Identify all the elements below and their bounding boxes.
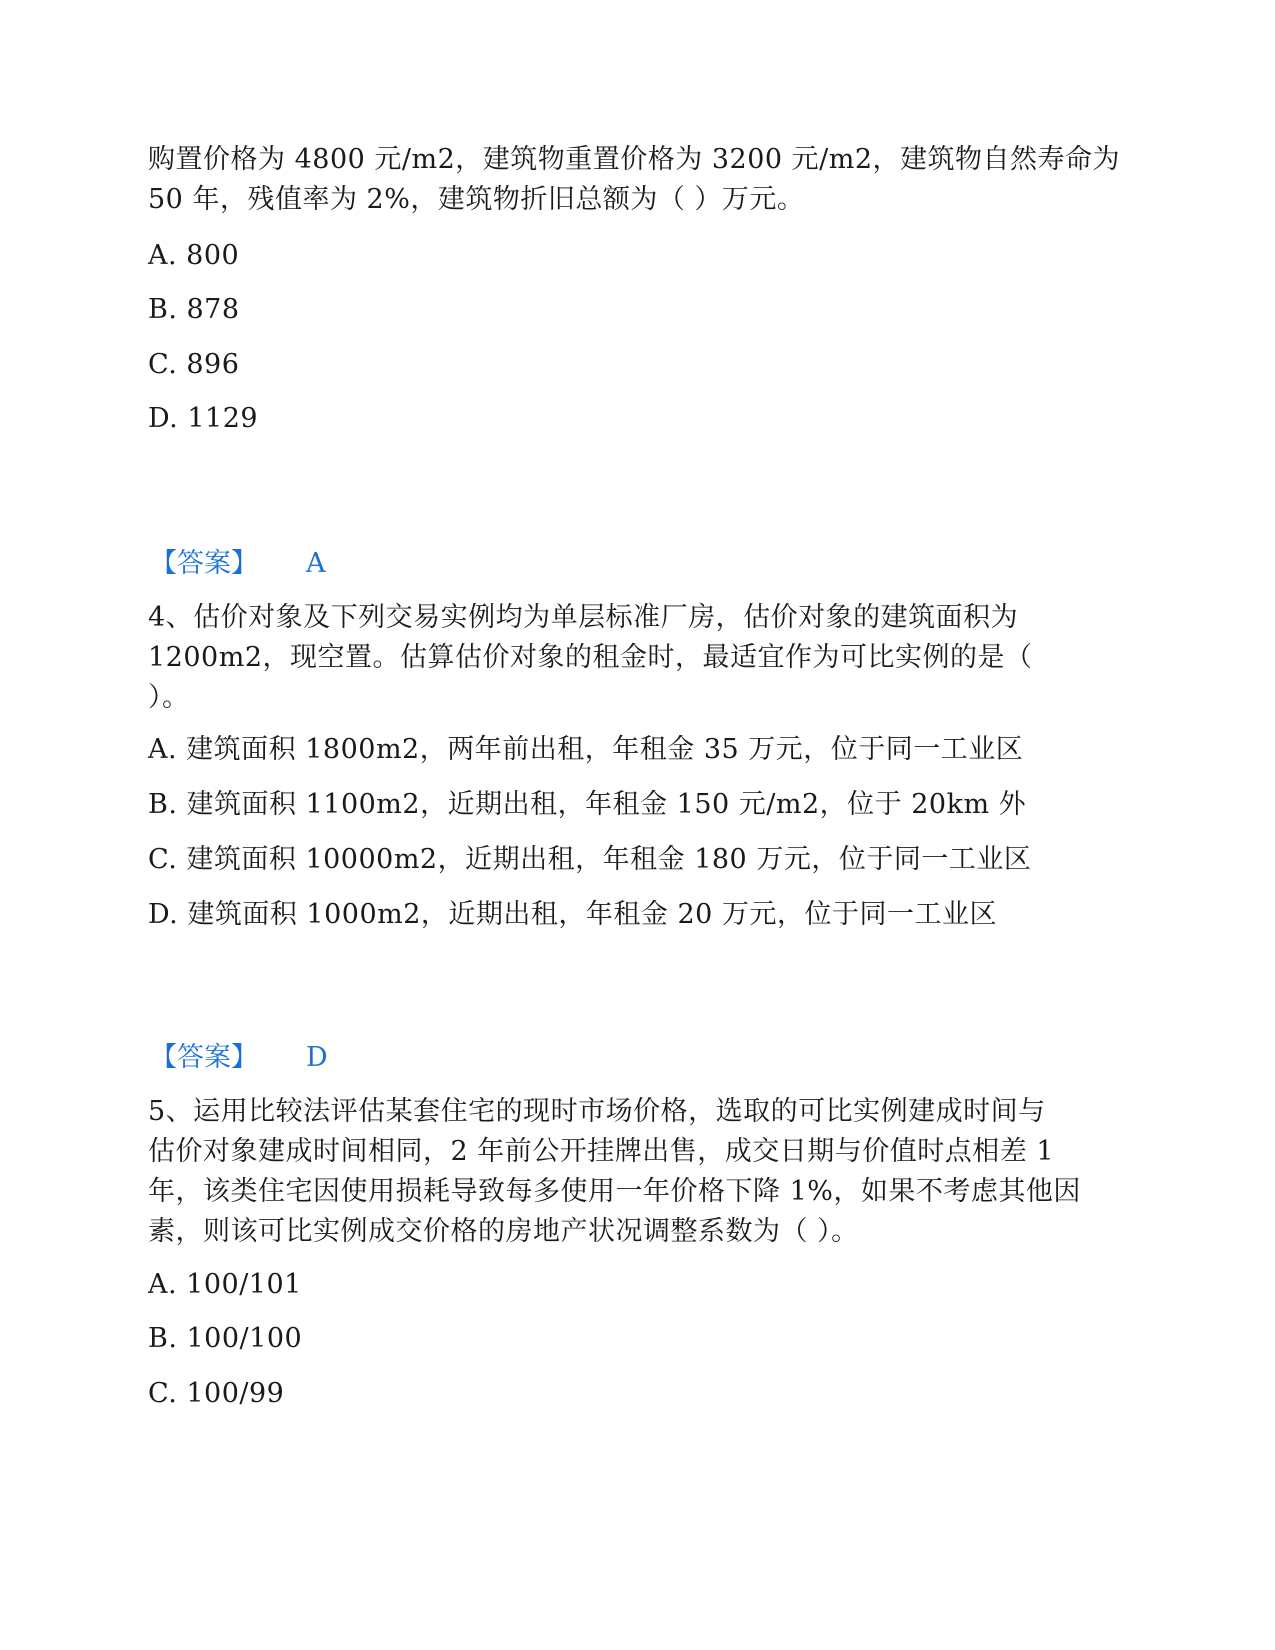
q4-answer: [150, 1038, 328, 1078]
q3-option-d: D. 1129: [148, 403, 259, 434]
q4-answer-value: D: [306, 1042, 328, 1073]
q5-option-c: C. 100/99: [148, 1378, 285, 1409]
q5-stem-line-3: 年，该类住宅因使用损耗导致每多使用一年价格下降 1%，如果不考虑其他因: [148, 1176, 1081, 1207]
q5-stem-line-4: 素，则该可比实例成交价格的房地产状况调整系数为（ ）。: [148, 1216, 859, 1247]
q4-stem-line-1: 4、估价对象及下列交易实例均为单层标准厂房，估价对象的建筑面积为: [148, 602, 1019, 633]
q3-stem-line-1: 购置价格为 4800 元/m2，建筑物重置价格为 3200 元/m2，建筑物自然寿命为: [148, 144, 1121, 175]
q5-stem-line-2: 估价对象建成时间相同，2 年前公开挂牌出售，成交日期与价值时点相差 1: [148, 1136, 1055, 1167]
q5-stem-line-1: 5、运用比较法评估某套住宅的现时市场价格，选取的可比实例建成时间与: [148, 1096, 1046, 1127]
q4-option-c: C. 建筑面积 10000m2，近期出租，年租金 180 万元，位于同一工业区: [148, 844, 1032, 875]
q4-option-a: A. 建筑面积 1800m2，两年前出租，年租金 35 万元，位于同一工业区: [148, 734, 1024, 765]
q3-stem-line-2: 50 年，残值率为 2%，建筑物折旧总额为（ ）万元。: [148, 184, 805, 215]
q3-option-b: B. 878: [148, 294, 240, 325]
q3-option-c: C. 896: [148, 349, 240, 380]
q3-option-a: A. 800: [148, 240, 240, 271]
q5-option-a: A. 100/101: [148, 1269, 302, 1300]
q3-answer-value: A: [306, 548, 326, 579]
q4-stem-line-2: 1200m2，现空置。估算估价对象的租金时，最适宜作为可比实例的是（: [148, 642, 1033, 673]
q4-answer-tag: 【答案】: [150, 1042, 258, 1073]
q5-option-b: B. 100/100: [148, 1323, 303, 1354]
q4-stem-line-3: ）。: [148, 682, 190, 713]
q3-answer: [150, 544, 326, 584]
q4-option-d: D. 建筑面积 1000m2，近期出租，年租金 20 万元，位于同一工业区: [148, 899, 997, 930]
q4-option-b: B. 建筑面积 1100m2，近期出租，年租金 150 元/m2，位于 20km 外: [148, 789, 1027, 820]
q3-answer-tag: 【答案】: [150, 548, 258, 579]
